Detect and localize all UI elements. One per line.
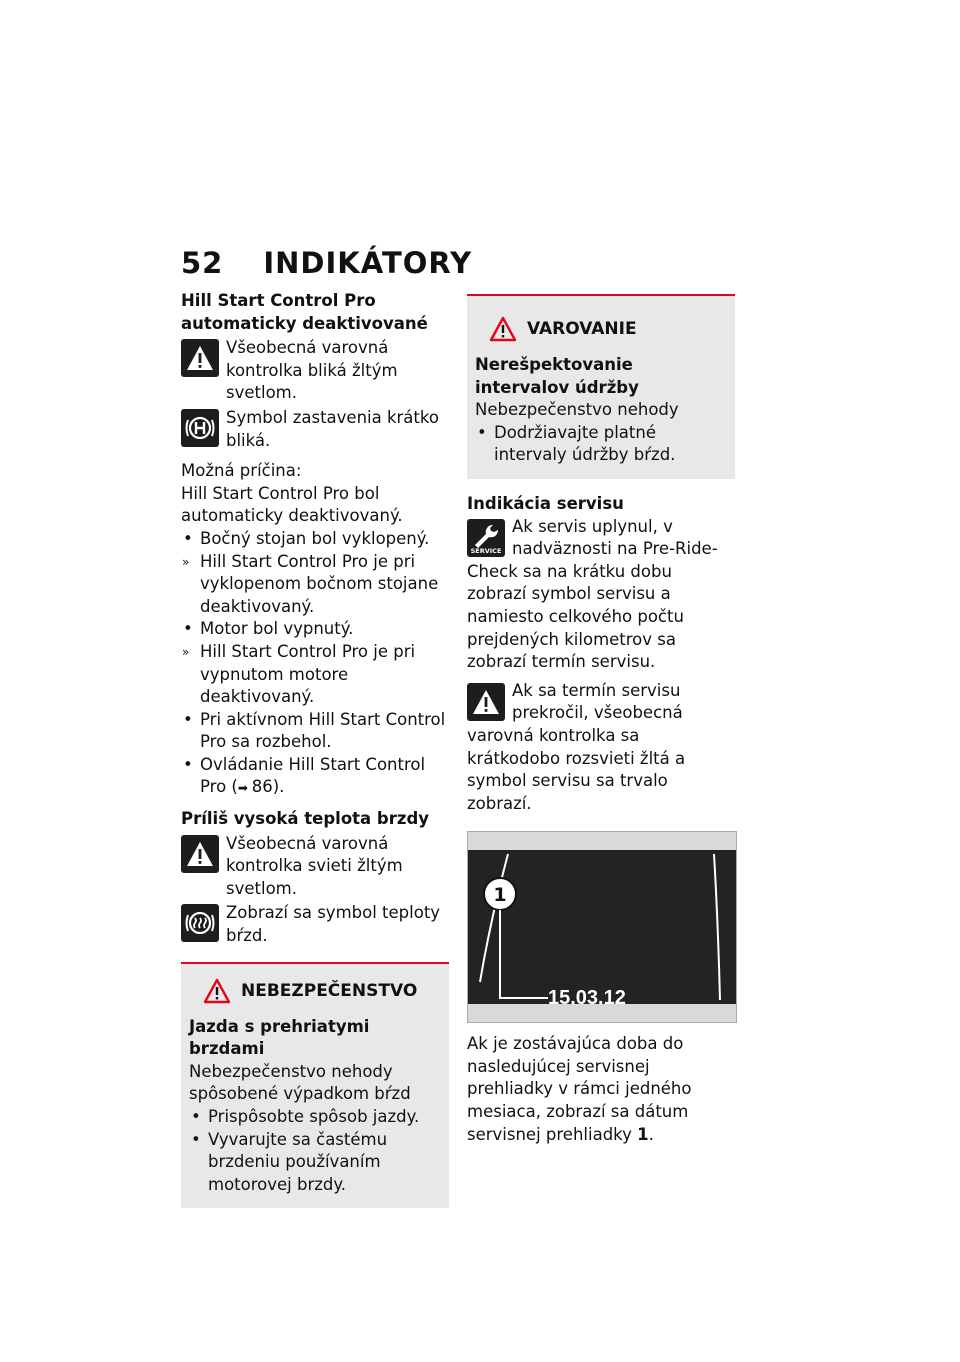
page-reference-arrow-icon: ➡ [237,781,252,796]
cause-label: Možná príčina: [181,461,302,481]
warning-title [475,316,727,342]
danger-heading: Jazda s prehriatymi brzdami [189,1016,370,1059]
general-warning-icon [181,835,219,873]
service-wrench-icon [467,519,505,557]
right-column [467,290,735,1146]
service-text-2: Ak sa termín servisu prekročil, všeobecná varovná kontrolka sa krátkodobo rozsvieti žltá a symbol servisu sa trvalo zobrazí. [467,680,686,813]
section-title-hill-start: Hill Start Control Pro automaticky deaktivované [181,291,428,333]
page-reference[interactable]: 86). [251,777,285,797]
list-item: • Motor bol vypnutý. [181,618,449,641]
warning-light-row [181,337,449,405]
chapter-title: INDIKÁTORY [263,246,473,280]
service-icon-label: SERVICE [470,546,502,555]
cause-text: Hill Start Control Pro bol automaticky deaktivovaný. [181,483,403,526]
service-text-3: Ak je zostávajúca doba do nasledujúcej servisnej prehliadky v rámci jedného mesiaca, zobrazí sa dátum servisnej prehliadky 1. [467,1034,692,1144]
brake-temp-row [181,902,449,947]
brake-warning-text: Všeobecná varovná kontrolka svieti žltým svetlom. [226,833,403,898]
callout-number: 1 [493,884,507,907]
danger-triangle-icon [203,978,231,1004]
danger-label: NEBEZPEČENSTVO [241,980,418,1001]
general-warning-icon [467,683,505,721]
left-column [181,290,449,1208]
page-number: 52 [181,246,224,280]
service-date-display [467,831,737,1023]
list-item: • Prispôsobte spôsob jazdy. [189,1106,441,1129]
list-item: • Dodržiavajte platné intervaly údržby bŕzd. [475,422,727,467]
list-item-reference [181,754,449,800]
section-title-service: Indikácia servisu [467,493,624,513]
list-item: • Vyvarujte sa častému brzdeniu používaním motorovej brzdy. [189,1129,441,1197]
danger-list [189,1106,441,1196]
danger-text: Nebezpečenstvo nehody spôsobené výpadkom bŕzd [189,1061,411,1104]
hold-symbol-row [181,407,449,452]
display-illustration [468,832,736,1022]
page-header [181,246,472,280]
brake-warning-row [181,833,449,901]
danger-title [189,978,441,1004]
hold-symbol-text: Symbol zastavenia krátko bliká. [226,407,439,450]
brake-temp-text: Zobrazí sa symbol teploty bŕzd. [226,903,441,946]
service-text-1: SERVICE Ak servis uplynul, v nadväznosti na Pre-Ride-Check sa na krátku dobu zobrazí symbol servisu a namiesto celkového počtu prejdených kilometrov sa zobrazí termín servisu. [467,516,718,672]
brake-temperature-icon [181,904,219,942]
service-date: 15.03.12 [548,987,626,1010]
list-item: » Hill Start Control Pro je pri vyklopenom bočnom stojane deaktivovaný. [181,551,449,619]
warning-label: VAROVANIE [527,319,637,339]
list-item: • Bočný stojan bol vyklopený. [181,528,449,551]
warning-notice [467,294,735,479]
list-item: • Pri aktívnom Hill Start Control Pro sa rozbehol. [181,709,449,754]
warning-list [475,422,727,467]
list-item: » Hill Start Control Pro je pri vypnutom motore deaktivovaný. [181,641,449,709]
danger-notice [181,962,449,1209]
cause-list [181,528,449,800]
warning-triangle-icon [489,316,517,342]
hill-hold-icon [181,409,219,447]
reference-text: Ovládanie Hill Start Control Pro ( [200,754,426,797]
warning-heading: Nerešpektovanie intervalov údržby [475,355,639,397]
warning-light-text: Všeobecná varovná kontrolka bliká žltým svetlom. [226,338,398,403]
section-title-brake-temp: Príliš vysoká teplota brzdy [181,809,430,829]
warning-text: Nebezpečenstvo nehody [475,400,679,420]
general-warning-icon [181,339,219,377]
